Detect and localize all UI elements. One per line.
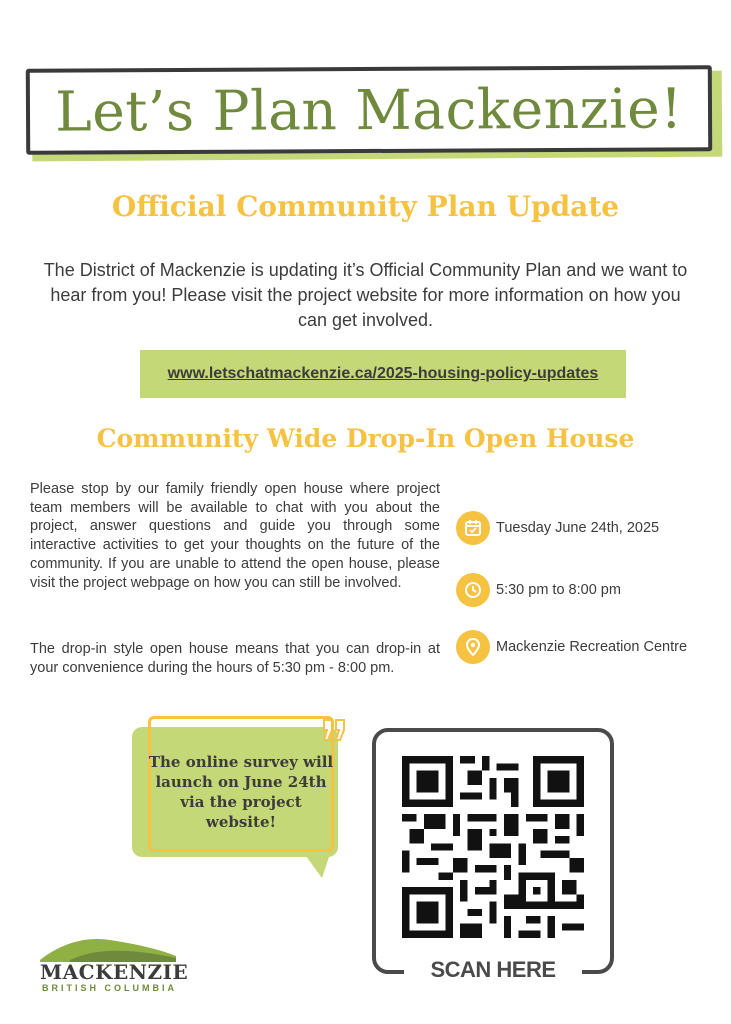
clock-icon [456,573,490,607]
qr-code-image[interactable] [402,756,584,943]
project-website-link[interactable]: www.letschatmackenzie.ca/2025-housing-policy-updates [167,365,599,382]
survey-text: The online survey will launch on June 24th via the project website! [148,753,334,831]
ocp-heading: Official Community Plan Update [111,190,620,223]
event-time: 5:30 pm to 8:00 pm [496,582,621,598]
event-location-row [456,630,687,664]
bubble-tail [300,848,332,878]
event-date-row [456,511,659,545]
scan-here-label: SCAN HERE [430,957,556,982]
event-location: Mackenzie Recreation Centre [496,639,688,655]
page-title: Let’s Plan Mackenzie! [55,76,683,144]
drop-in-description: The drop-in style open house means that you can drop-in at your convenience during the hours of 5:30 pm - 8:00 pm. [30,641,440,676]
logo-name: MACKENZIE [40,960,189,984]
event-date: Tuesday June 24th, 2025 [496,520,660,536]
quote-icon [318,716,352,755]
open-house-heading: Community Wide Drop-In Open House [96,424,635,453]
event-time-row [456,573,621,607]
logo-subtitle: BRITISH COLUMBIA [42,983,177,993]
title-frame [26,65,712,155]
location-pin-icon [456,630,490,664]
open-house-description: Please stop by our family friendly open house where project team members will be available to chat with you about the project, answer questions and guide you through some interactive activities to get your thoughts on the future of the community. If you are unable to attend the open house, please visit the project webpage on how you can still be involved. [30,481,440,591]
url-band [140,350,626,398]
calendar-icon [456,511,490,545]
intro-text: The District of Mackenzie is updating it’s Official Community Plan and we want to hear from you! Please visit the project website for more information on how you can get involved. [43,260,688,330]
